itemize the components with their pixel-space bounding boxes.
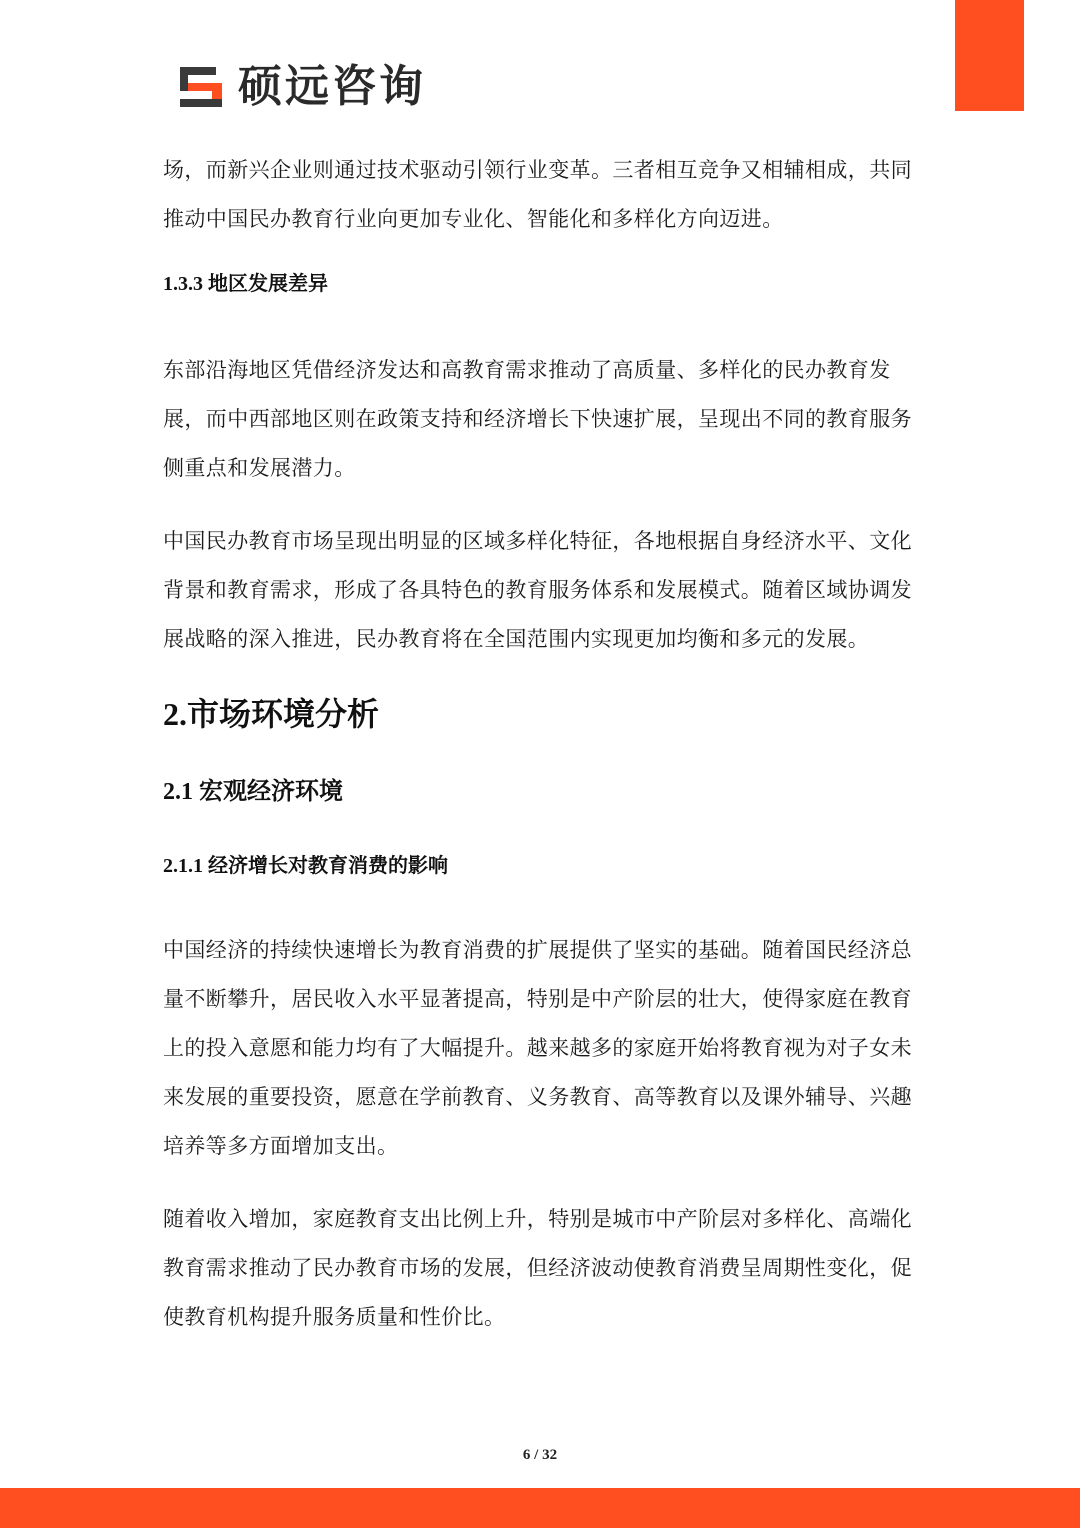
chapter-heading-2: 2.市场环境分析 [163, 696, 380, 732]
brand-logo [176, 62, 426, 112]
section-heading-2-1: 2.1 宏观经济环境 [163, 779, 343, 805]
paragraph-economic-growth: 中国经济的持续快速增长为教育消费的扩展提供了坚实的基础。随着国民经济总量不断攀升，居民收入水平显著提高，特别是中产阶层的壮大，使得家庭在教育上的投入意愿和能力均有了大幅提升。越来越多的家庭开始将教育视为对子女未来发展的重要投资，愿意在学前教育、义务教育、高等教育以及课外辅导、兴趣培养等多方面增加支出。 [163, 938, 912, 1158]
paragraph-continued: 场，而新兴企业则通过技术驱动引领行业变革。三者相互竞争又相辅相成，共同推动中国民办教育行业向更加专业化、智能化和多样化方向迈进。 [163, 158, 912, 231]
paragraph-regional-diversity: 中国民办教育市场呈现出明显的区域多样化特征，各地根据自身经济水平、文化背景和教育需求，形成了各具特色的教育服务体系和发展模式。随着区域协调发展战略的深入推进，民办教育将在全国范围内实现更加均衡和多元的发展。 [163, 529, 912, 651]
page-number: 6 / 32 [522, 1447, 558, 1463]
top-accent-bar [955, 0, 1024, 111]
section-heading-1-3-3: 1.3.3 地区发展差异 [163, 273, 328, 295]
paragraph-regional-development: 东部沿海地区凭借经济发达和高教育需求推动了高质量、多样化的民办教育发展，而中西部地区则在政策支持和经济增长下快速扩展，呈现出不同的教育服务侧重点和发展潜力。 [163, 358, 912, 480]
section-heading-2-1-1: 2.1.1 经济增长对教育消费的影响 [163, 855, 448, 877]
brand-name: 硕远咨询 [238, 61, 426, 112]
paragraph-income-increase: 随着收入增加，家庭教育支出比例上升，特别是城市中产阶层对多样化、高端化教育需求推动了民办教育市场的发展，但经济波动使教育消费呈周期性变化，促使教育机构提升服务质量和性价比。 [163, 1207, 912, 1329]
s-logo-icon [176, 63, 226, 111]
bottom-accent-band [0, 1488, 1080, 1528]
document-body [163, 146, 918, 1342]
